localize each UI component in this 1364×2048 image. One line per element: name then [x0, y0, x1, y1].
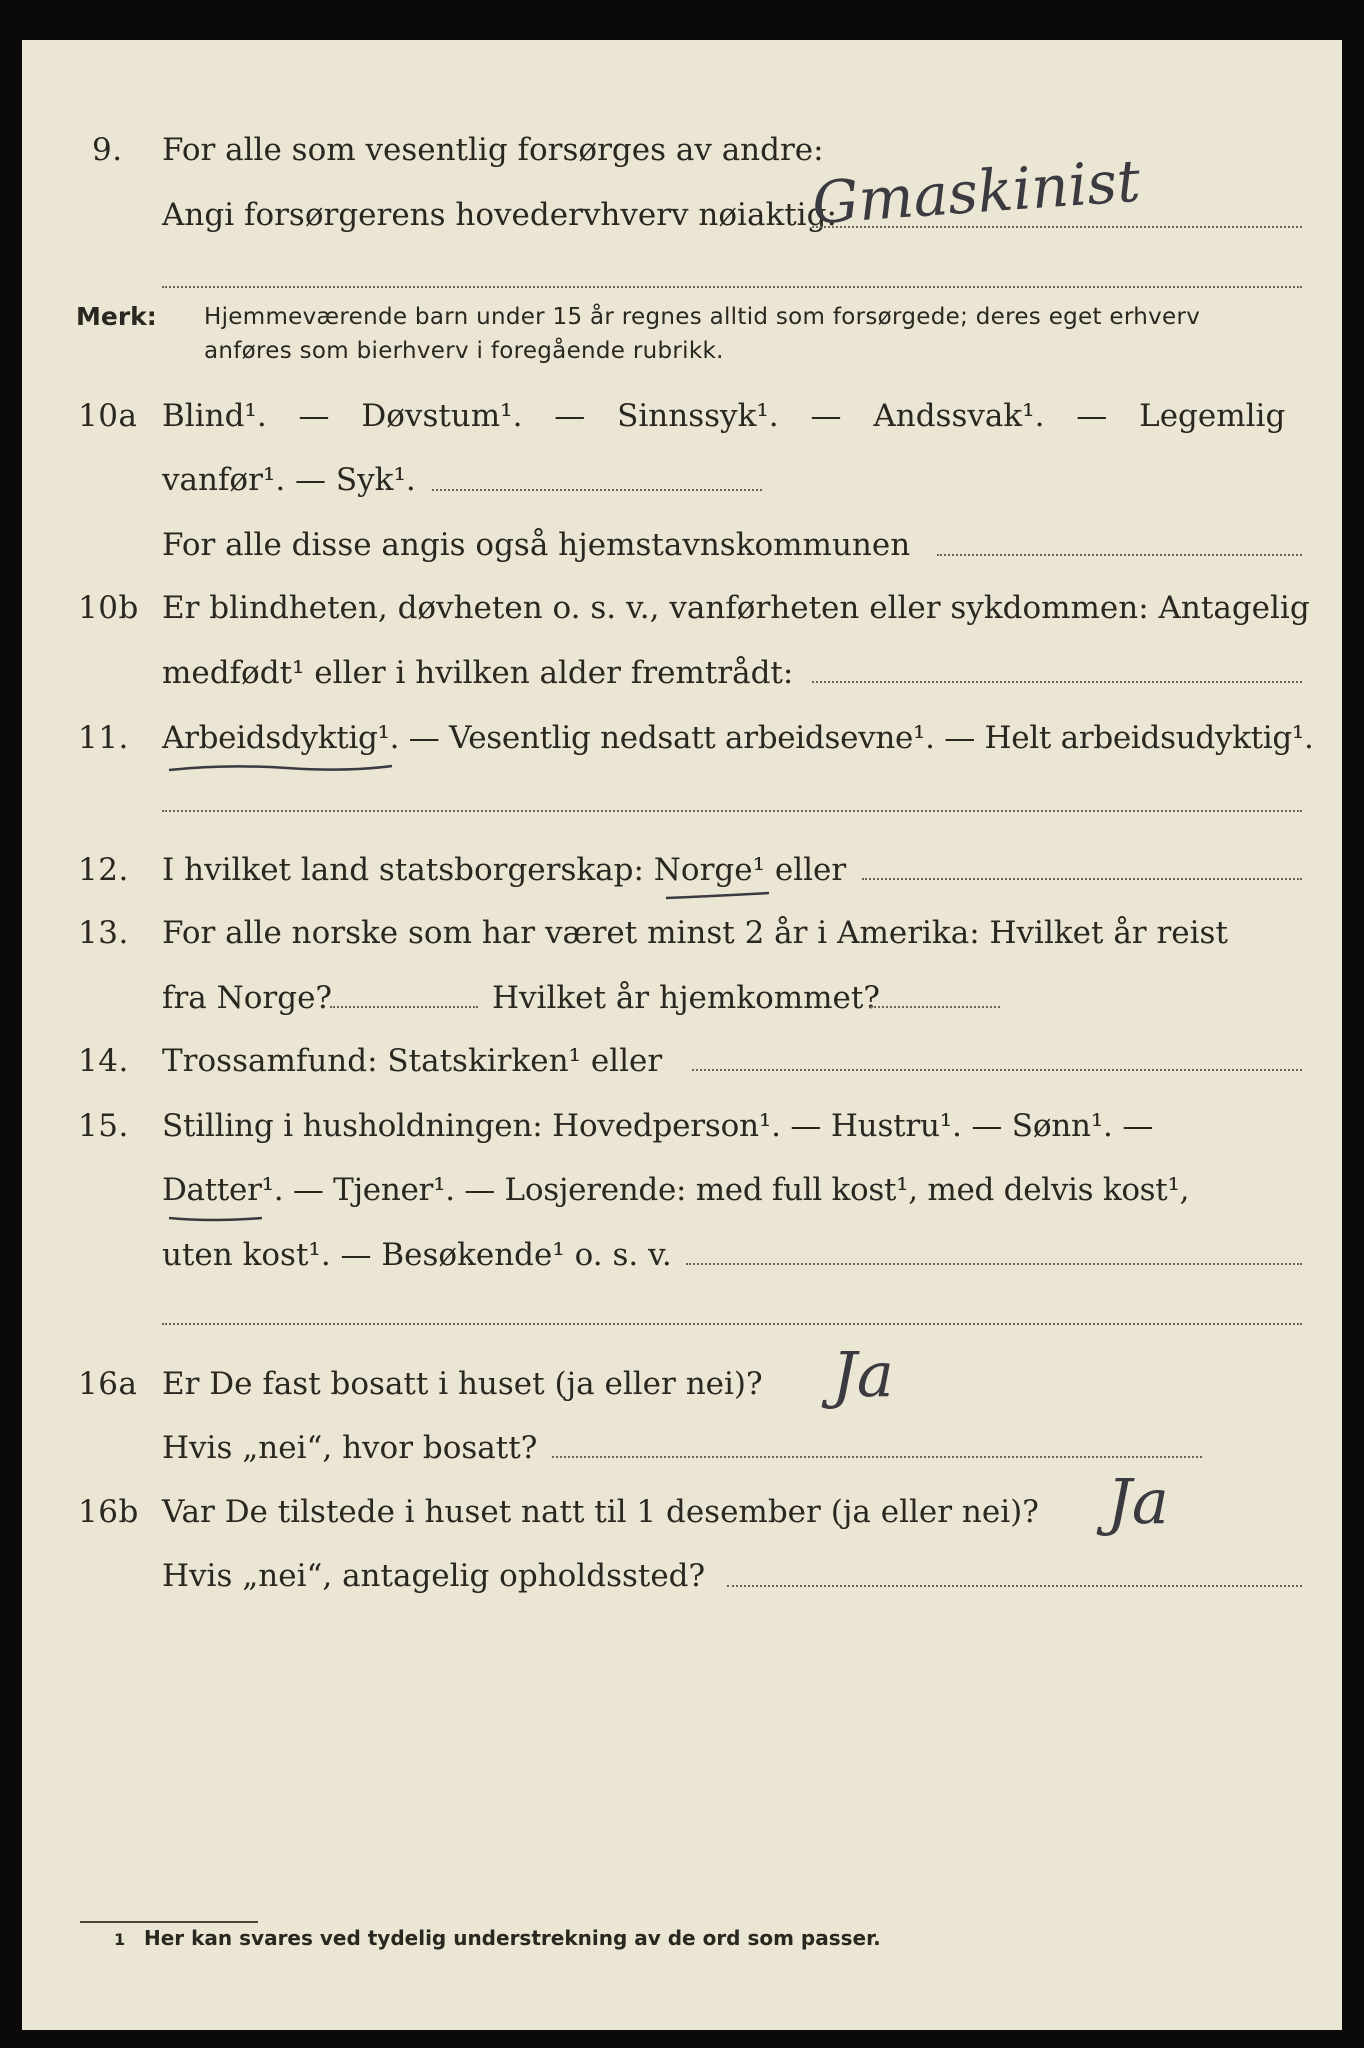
- q15-line1: Stilling i husholdningen: Hovedperson¹. — Hustru¹. — Sønn¹. —: [162, 1108, 1154, 1144]
- q15-underline-mark: [167, 1212, 267, 1226]
- q10a-line2: vanfør¹. — Syk¹.: [162, 462, 416, 498]
- footnote-rule: [80, 1921, 258, 1923]
- q16a-line1: Er De fast bosatt i huset (ja eller nei)?: [162, 1366, 763, 1402]
- q11-number: 11.: [78, 720, 129, 756]
- q15-line2: Datter¹. — Tjener¹. — Losjerende: med full kost¹, med delvis kost¹,: [162, 1172, 1190, 1208]
- q10a-line2-dots: [432, 489, 762, 491]
- q16b-number: 16b: [78, 1494, 139, 1530]
- q16a-answer-handwritten: Ja: [832, 1338, 894, 1411]
- q10b-line2: medfødt¹ eller i hvilken alder fremtrådt:: [162, 655, 794, 691]
- q16b-line2: Hvis „nei“, antagelig opholdssted?: [162, 1558, 706, 1594]
- q12-dots: [862, 878, 1302, 880]
- q16b-line1: Var De tilstede i huset natt til 1 desember (ja eller nei)?: [162, 1494, 1039, 1530]
- q9-line1: For alle som vesentlig forsørges av andre:: [162, 132, 824, 168]
- q9-line2: Angi forsørgerens hovedervhverv nøiaktig:: [162, 197, 837, 233]
- q12-line1: I hvilket land statsborgerskap: Norge¹ eller: [162, 852, 847, 888]
- q14-number: 14.: [78, 1043, 129, 1079]
- q10b-line1: Er blindheten, døvheten o. s. v., vanførheten eller sykdommen: Antagelig: [162, 590, 1310, 626]
- q10a-number: 10a: [78, 398, 138, 434]
- q16a-line2-dots: [552, 1456, 1202, 1458]
- q11-line1: Arbeidsdyktig¹. — Vesentlig nedsatt arbeidsevne¹. — Helt arbeidsudyktig¹.: [162, 720, 1314, 756]
- q16b-answer-handwritten: Ja: [1107, 1465, 1169, 1538]
- q13-line2a: fra Norge?: [162, 980, 333, 1016]
- q16a-line2: Hvis „nei“, hvor bosatt?: [162, 1430, 538, 1466]
- q14-dots: [692, 1069, 1302, 1071]
- q13-line2b-dots: [870, 1006, 1000, 1008]
- q13-line1: For alle norske som har været minst 2 år i Amerika: Hvilket år reist: [162, 915, 1228, 951]
- q14-line1: Trossamfund: Statskirken¹ eller: [162, 1043, 663, 1079]
- q9-number: 9.: [92, 132, 123, 168]
- merk-label: Merk:: [76, 302, 157, 331]
- q15-line3-dots: [686, 1263, 1302, 1265]
- q15-extra-line: [162, 1323, 1302, 1325]
- q11-underline-mark: [167, 760, 397, 780]
- q10a-line3: For alle disse angis også hjemstavnskommunen: [162, 527, 911, 563]
- q10b-line2-dots: [812, 681, 1302, 683]
- q9-answer-handwritten: Gmaskinist: [810, 146, 1143, 238]
- footnote-text: Her kan svares ved tydelig understrekning av de ord som passer.: [144, 1926, 881, 1950]
- q16b-line2-dots: [727, 1585, 1302, 1587]
- q12-number: 12.: [78, 852, 129, 888]
- q15-line3: uten kost¹. — Besøkende¹ o. s. v.: [162, 1237, 672, 1273]
- q9-extra-line: [162, 286, 1302, 288]
- q16a-number: 16a: [78, 1366, 138, 1402]
- q9-answer-line: [812, 226, 1302, 228]
- q11-extra-line: [162, 810, 1302, 812]
- merk-line1: Hjemmeværende barn under 15 år regnes alltid som forsørgede; deres eget erhverv: [204, 304, 1201, 330]
- q15-number: 15.: [78, 1108, 129, 1144]
- q13-line2b: Hvilket år hjemkommet?: [492, 980, 880, 1016]
- footnote-mark: 1: [114, 1930, 126, 1949]
- q12-underline-mark: [664, 890, 774, 904]
- q10a-line3-dots: [937, 554, 1302, 556]
- q10b-number: 10b: [78, 590, 139, 626]
- q13-number: 13.: [78, 915, 129, 951]
- census-form-page: [22, 40, 1342, 2030]
- q13-line2a-dots: [330, 1006, 478, 1008]
- merk-line2: anføres som bierhverv i foregående rubrikk.: [204, 338, 724, 364]
- q10a-line1: Blind¹. — Døvstum¹. — Sinnssyk¹. — Andssvak¹. — Legemlig: [162, 398, 1286, 434]
